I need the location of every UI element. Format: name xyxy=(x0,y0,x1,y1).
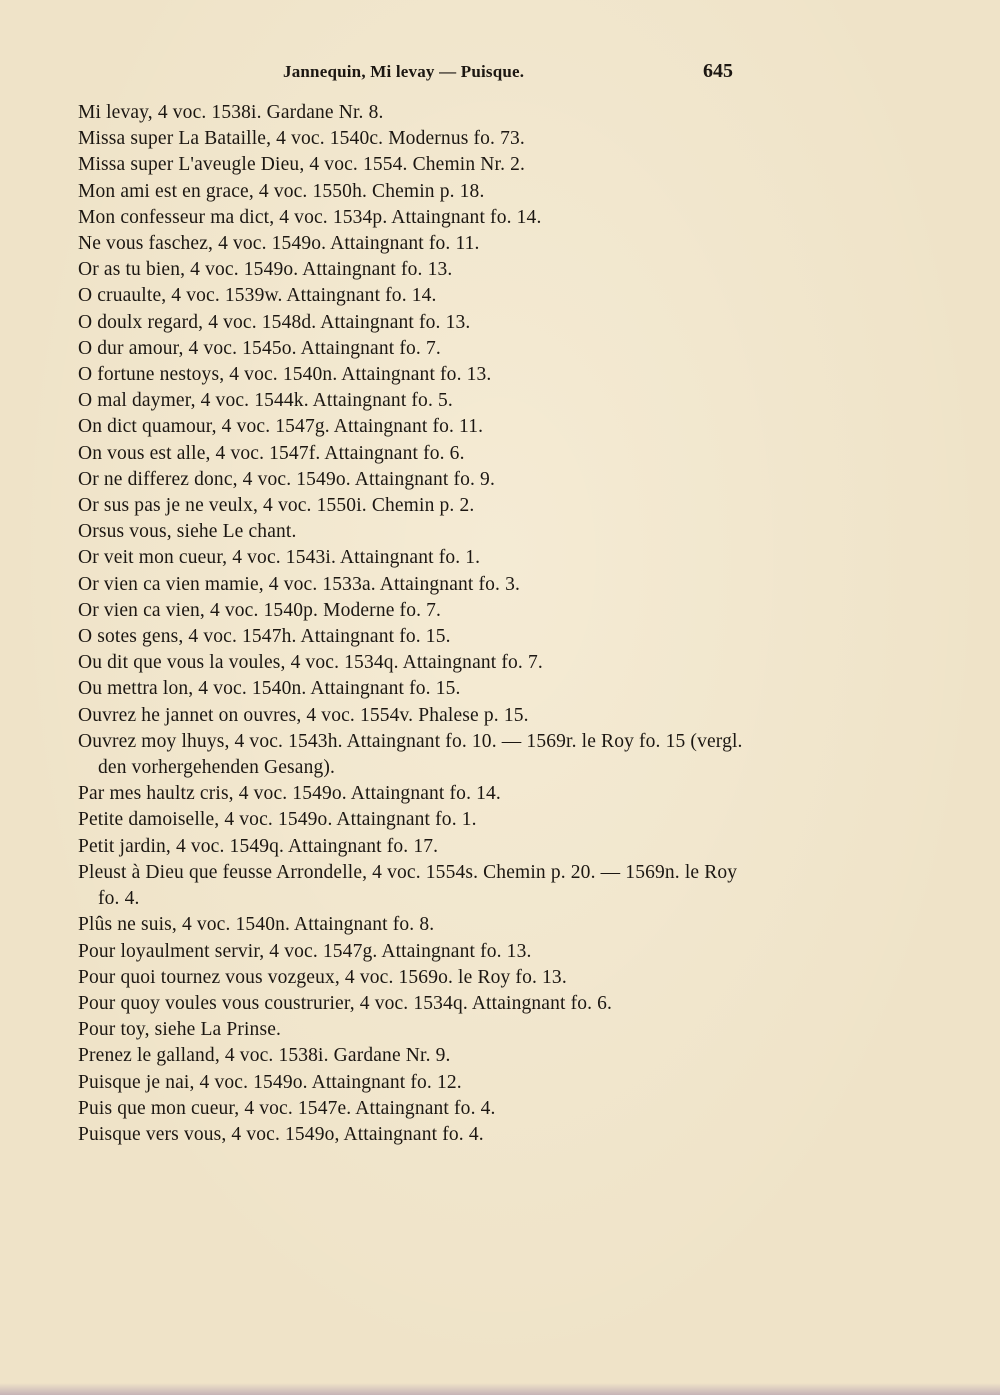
running-head: Jannequin, Mi levay — Puisque. xyxy=(283,62,525,81)
index-entry: Plûs ne suis, 4 voc. 1540n. Attaingnant fo. 8. xyxy=(78,914,435,936)
index-entry: Mon ami est en grace, 4 voc. 1550h. Chemin p. 18. xyxy=(78,180,485,202)
index-entry: Pour quoi tournez vous vozgeux, 4 voc. 1569o. le Roy fo. 13. xyxy=(78,966,567,988)
index-entry: Ou dit que vous la voules, 4 voc. 1534q. Attaingnant fo. 7. xyxy=(78,652,543,674)
index-entry: O cruaulte, 4 voc. 1539w. Attaingnant fo. 14. xyxy=(78,285,437,307)
index-entry: Missa super La Bataille, 4 voc. 1540c. Modernus fo. 73. xyxy=(78,128,525,150)
index-entry: Or vien ca vien mamie, 4 voc. 1533a. Attaingnant fo. 3. xyxy=(78,573,521,595)
index-entry: O dur amour, 4 voc. 1545o. Attaingnant fo. 7. xyxy=(78,337,441,359)
index-entry: O mal daymer, 4 voc. 1544k. Attaingnant fo. 5. xyxy=(78,390,453,412)
index-entry: Ouvrez moy lhuys, 4 voc. 1543h. Attaingnant fo. 10. — 1569r. le Roy fo. 15 (vergl. den vorhergehenden Gesang). xyxy=(78,730,743,779)
index-entry: O sotes gens, 4 voc. 1547h. Attaingnant fo. 15. xyxy=(78,626,451,648)
index-entry: Petite damoiselle, 4 voc. 1549o. Attaingnant fo. 1. xyxy=(78,809,477,831)
index-entry: Pour quoy voules vous coustrurier, 4 voc. 1534q. Attaingnant fo. 6. xyxy=(78,992,613,1014)
index-entry: Or veit mon cueur, 4 voc. 1543i. Attaingnant fo. 1. xyxy=(78,547,481,569)
index-entry: Ouvrez he jannet on ouvres, 4 voc. 1554v. Phalese p. 15. xyxy=(78,704,529,726)
index-entry: Ou mettra lon, 4 voc. 1540n. Attaingnant fo. 15. xyxy=(78,678,461,700)
index-entry: Pour loyaulment servir, 4 voc. 1547g. Attaingnant fo. 13. xyxy=(78,940,532,962)
index-entry: Mi levay, 4 voc. 1538i. Gardane Nr. 8. xyxy=(78,102,384,123)
index-entry: Ne vous faschez, 4 voc. 1549o. Attaingnant fo. 11. xyxy=(78,233,480,255)
index-entry: Puisque vers vous, 4 voc. 1549o, Attaingnant fo. 4. xyxy=(78,1123,484,1145)
index-entry: Or vien ca vien, 4 voc. 1540p. Moderne fo. 7. xyxy=(78,599,442,621)
index-entry: Or ne differez donc, 4 voc. 1549o. Attaingnant fo. 9. xyxy=(78,468,495,490)
index-entry: On dict quamour, 4 voc. 1547g. Attaingnant fo. 11. xyxy=(78,416,484,438)
index-entry: Prenez le galland, 4 voc. 1538i. Gardane Nr. 9. xyxy=(78,1045,451,1067)
index-entry: Pleust à Dieu que feusse Arrondelle, 4 voc. 1554s. Chemin p. 20. — 1569n. le Roy fo. 4. xyxy=(78,861,738,910)
index-entry: Mon confesseur ma dict, 4 voc. 1534p. Attaingnant fo. 14. xyxy=(78,206,542,228)
index-entry: Pour toy, siehe La Prinse. xyxy=(78,1019,282,1041)
index-entry: Or sus pas je ne veulx, 4 voc. 1550i. Chemin p. 2. xyxy=(78,495,475,517)
page-bottom-edge xyxy=(0,1383,1000,1395)
index-entry-list xyxy=(78,100,758,1148)
index-entry: Par mes haultz cris, 4 voc. 1549o. Attaingnant fo. 14. xyxy=(78,783,501,805)
index-entry: Missa super L'aveugle Dieu, 4 voc. 1554. Chemin Nr. 2. xyxy=(78,154,526,176)
index-entry: Puis que mon cueur, 4 voc. 1547e. Attaingnant fo. 4. xyxy=(78,1097,496,1119)
index-entry: O fortune nestoys, 4 voc. 1540n. Attaingnant fo. 13. xyxy=(78,364,492,386)
index-entry: Or as tu bien, 4 voc. 1549o. Attaingnant fo. 13. xyxy=(78,259,453,281)
index-entry: On vous est alle, 4 voc. 1547f. Attaingnant fo. 6. xyxy=(78,442,465,464)
index-entry: Petit jardin, 4 voc. 1549q. Attaingnant fo. 17. xyxy=(78,835,439,857)
index-entry: O doulx regard, 4 voc. 1548d. Attaingnant fo. 13. xyxy=(78,311,471,333)
index-entry: Orsus vous, siehe Le chant. xyxy=(78,521,297,543)
page-number: 645 xyxy=(703,60,733,82)
page-header xyxy=(0,60,1000,90)
index-entry: Puisque je nai, 4 voc. 1549o. Attaingnant fo. 12. xyxy=(78,1071,462,1093)
